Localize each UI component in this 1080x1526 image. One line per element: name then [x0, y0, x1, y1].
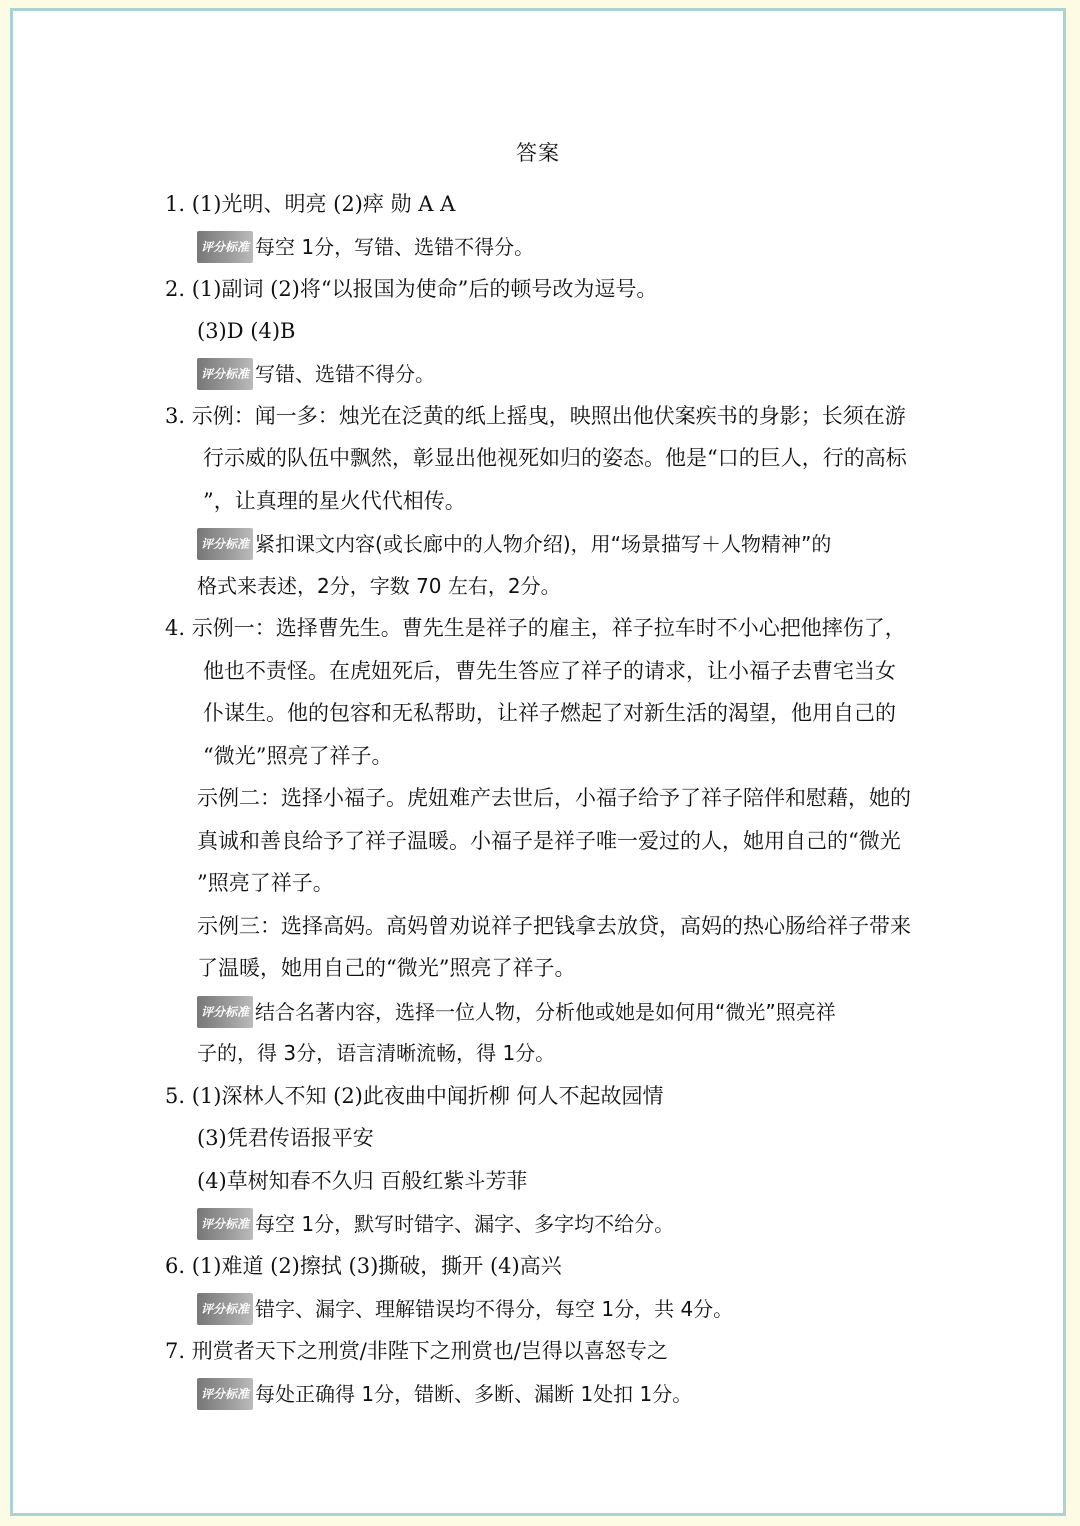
scoring-standard-badge: 评分标准 [197, 1293, 253, 1325]
answer-7-line: 7. 刑赏者天下之刑赏/非陛下之刑赏也/岂得以喜怒专之 [165, 1339, 668, 1363]
scoring-standard-badge: 评分标准 [197, 231, 253, 263]
answer-6-line: 6. (1)难道 (2)擦拭 (3)撕破，撕开 (4)高兴 [165, 1254, 562, 1278]
answer-3-line: 行示威的队伍中飘然，彰显出他视死如归的姿态。他是“口的巨人，行的高标 [203, 446, 907, 470]
scoring-standard-badge: 评分标准 [197, 996, 253, 1028]
scoring-standard-4: 评分标准 结合名著内容，选择一位人物，分析他或她是如何用“微光”照亮祥 [197, 996, 836, 1028]
answer-4-line: 仆谋生。他的包容和无私帮助，让祥子燃起了对新生活的渴望，他用自己的 [203, 701, 896, 725]
answer-3-line: 3. 示例：闻一多：烛光在泛黄的纸上摇曳，映照出他伏案疾书的身影；长须在游 [165, 404, 906, 428]
scoring-standard-badge: 评分标准 [197, 1208, 253, 1240]
scoring-standard-badge: 评分标准 [197, 528, 253, 560]
answer-5-line: 5. (1)深林人不知 (2)此夜曲中闻折柳 何人不起故园情 [165, 1084, 664, 1108]
answer-4-line: 4. 示例一：选择曹先生。曹先生是祥子的雇主，祥子拉车时不小心把他摔伤了， [165, 616, 906, 640]
answer-3-line: ”，让真理的星火代代相传。 [203, 489, 466, 513]
answer-4-line: 了温暖，她用自己的“微光”照亮了祥子。 [197, 956, 576, 980]
answer-4-line: 示例二：选择小福子。虎妞难产去世后，小福子给予了祥子陪伴和慰藉，她的 [197, 786, 911, 810]
answer-1-line: 1. (1)光明、明亮 (2)瘁 勋 A A [165, 192, 456, 216]
answer-4-line: 他也不责怪。在虎妞死后，曹先生答应了祥子的请求，让小福子去曹宅当女 [203, 659, 896, 683]
answer-4-line: “微光”照亮了祥子。 [203, 744, 393, 768]
answer-4-line: 真诚和善良给予了祥子温暖。小福子是祥子唯一爱过的人，她用自己的“微光 [197, 829, 901, 853]
scoring-standard-7: 评分标准 每处正确得 1分，错断、多断、漏断 1处扣 1分。 [197, 1378, 692, 1410]
answer-4-line: ”照亮了祥子。 [197, 871, 334, 895]
scoring-standard-3: 评分标准 紧扣课文内容(或长廊中的人物介绍)，用“场景描写＋人物精神”的 [197, 528, 831, 560]
scoring-standard-badge: 评分标准 [197, 1378, 253, 1410]
page-title: 答案 [516, 141, 560, 165]
answer-5-line: (3)凭君传语报平安 [197, 1126, 374, 1150]
scoring-standard-5: 评分标准 每空 1分，默写时错字、漏字、多字均不给分。 [197, 1208, 674, 1240]
scoring-standard-badge: 评分标准 [197, 358, 253, 390]
scoring-standard-2: 评分标准 写错、选错不得分。 [197, 358, 435, 390]
answer-5-line: (4)草树知春不久归 百般红紫斗芳菲 [197, 1169, 528, 1193]
answer-page [10, 8, 1066, 1516]
answer-2-line: 2. (1)副词 (2)将“以报国为使命”后的顿号改为逗号。 [165, 277, 658, 301]
answer-2-line: (3)D (4)B [197, 319, 296, 343]
scoring-standard-1: 评分标准 每空 1分，写错、选错不得分。 [197, 231, 534, 263]
scoring-standard-4-cont: 子的，得 3分，语言清晰流畅，得 1分。 [197, 1041, 556, 1065]
answer-4-line: 示例三：选择高妈。高妈曾劝说祥子把钱拿去放贷，高妈的热心肠给祥子带来 [197, 914, 911, 938]
scoring-standard-3-cont: 格式来表述，2分，字数 70 左右，2分。 [197, 574, 561, 598]
scoring-standard-6: 评分标准 错字、漏字、理解错误均不得分，每空 1分，共 4分。 [197, 1293, 733, 1325]
